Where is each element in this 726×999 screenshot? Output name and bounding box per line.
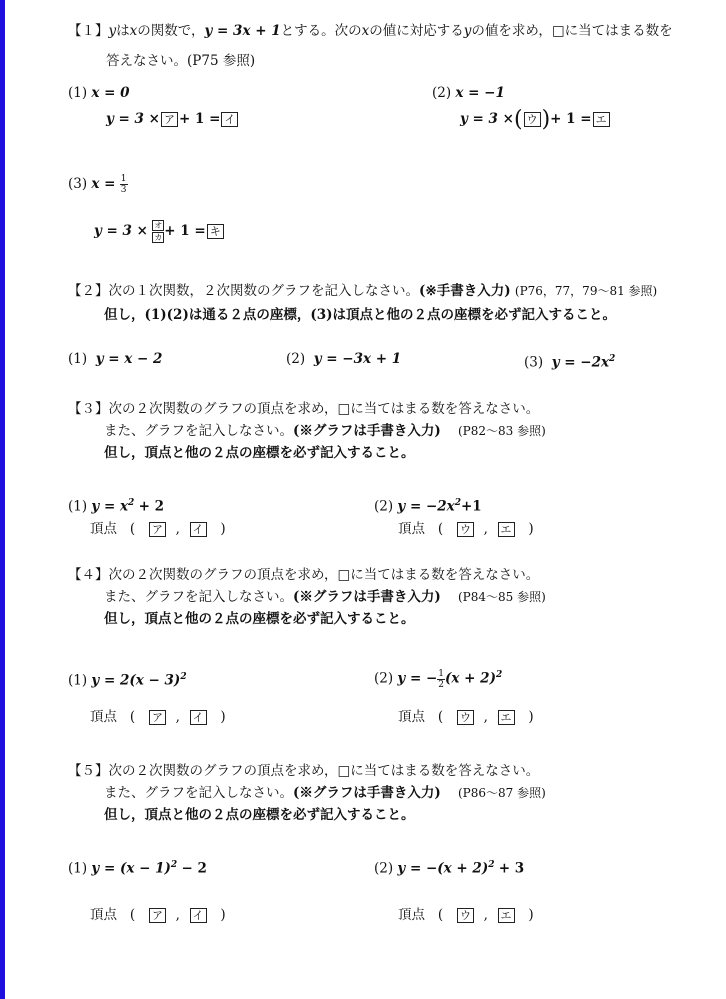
q3-sub2-eq: (2) $y = -2x^2+1$ [374, 498, 482, 515]
answer-box-u[interactable]: ウ [457, 710, 474, 725]
fraction-one-half: $\frac{1}{2}$ [438, 668, 445, 690]
q5-sub2-eq: (2) $y = -(x + 2)^2 + 3$ [374, 860, 525, 877]
answer-box-u[interactable]: ウ [457, 522, 474, 537]
q3-sub1-eq: (1) $y = x^2 + 2$ [68, 498, 164, 515]
q4-sub1-eq: (1) $y = 2(x - 3)^2$ [68, 672, 187, 689]
fraction-answer-boxes [152, 219, 164, 244]
answer-box-e[interactable]: エ [498, 908, 515, 923]
answer-box-a[interactable]: ア [149, 522, 166, 537]
q4-sub2-vertex: 頂点 ( ウ , エ ) [398, 709, 534, 725]
answer-box-e[interactable]: エ [498, 522, 515, 537]
q5-sub1-vertex: 頂点 ( ア , イ ) [90, 907, 226, 923]
q3-sub2-vertex: 頂点 ( ウ , エ ) [398, 521, 534, 537]
q1-sub1-expr: y = 3 × ア + 1 = イ [106, 110, 239, 128]
q1-sub2-cond: (2) x = −1 [432, 85, 505, 101]
answer-box-o[interactable]: オ [154, 221, 163, 230]
q4-line2: また、グラフを記入しなさい。(※グラフは手書き入力) (P84～85 参照) [104, 589, 546, 605]
q3-note: 但し，頂点と他の２点の座標を必ず記入すること。 [104, 445, 415, 461]
answer-box-i[interactable]: イ [190, 522, 207, 537]
q2-item1: (1) y = x − 2 [68, 351, 163, 367]
q3-line2: また、グラフを記入しなさい。(※グラフは手書き入力) (P82～83 参照) [104, 423, 546, 439]
answer-box-u[interactable]: ウ [524, 112, 541, 127]
q1-title: 【１】yはxの関数で，y = 3x + 1とする。次のxの値に対応するyの値を求め，□に当てはまる数を [68, 23, 673, 39]
q4-title: 【４】次の２次関数のグラフの頂点を求め，□に当てはまる数を答えなさい。 [68, 567, 540, 583]
q4-sub2-eq: (2) y = − $\frac{1}{2}$ $(x + 2)^2$ [374, 668, 503, 690]
fraction-one-third: $\frac{1}{3}$ [120, 174, 127, 195]
q3-title: 【３】次の２次関数のグラフの頂点を求め，□に当てはまる数を答えなさい。 [68, 401, 540, 417]
q5-line2: また、グラフを記入しなさい。(※グラフは手書き入力) (P86～87 参照) [104, 785, 546, 801]
q5-title: 【５】次の２次関数のグラフの頂点を求め，□に当てはまる数を答えなさい。 [68, 763, 540, 779]
answer-box-i[interactable]: イ [221, 112, 238, 127]
q2-title: 【２】次の１次関数，２次関数のグラフを記入しなさい。(※手書き入力) (P76，77，79～81 参照) [68, 283, 658, 299]
q5-sub1-eq: (1) $y = (x - 1)^2 - 2$ [68, 860, 207, 877]
q1-sub3-cond: (3) x = $\frac{1}{3}$ [68, 174, 127, 195]
answer-box-a[interactable]: ア [149, 710, 166, 725]
answer-box-ki[interactable]: キ [207, 224, 224, 239]
q3-sub1-vertex: 頂点 ( ア , イ ) [90, 521, 226, 537]
left-edge-bar [0, 0, 5, 999]
answer-box-a[interactable]: ア [149, 908, 166, 923]
q5-note: 但し，頂点と他の２点の座標を必ず記入すること。 [104, 807, 415, 823]
answer-box-i[interactable]: イ [190, 908, 207, 923]
q1-title-line2: 答えなさい。(P75 参照) [106, 53, 256, 69]
q2-note: 但し，(1)(2)は通る２点の座標，(3)は頂点と他の２点の座標を必ず記入すること。 [104, 307, 617, 323]
answer-box-e[interactable]: エ [593, 112, 610, 127]
q1-sub3-expr: y = 3 × $\frac{\text{オ}}{\text{カ}}$ + 1 = キ [94, 218, 225, 244]
answer-box-i[interactable]: イ [190, 710, 207, 725]
q1-sub1-cond: (1) x = 0 [68, 85, 130, 101]
q1-sub2-expr: y = 3 ×( ウ )+ 1 = エ [460, 110, 611, 129]
answer-box-ka[interactable]: カ [154, 233, 163, 242]
answer-box-u[interactable]: ウ [457, 908, 474, 923]
q2-item3: (3) $y = -2x^2$ [524, 354, 616, 371]
q2-item2: (2) y = −3x + 1 [286, 351, 402, 367]
answer-box-e[interactable]: エ [498, 710, 515, 725]
q4-sub1-vertex: 頂点 ( ア , イ ) [90, 709, 226, 725]
answer-box-a[interactable]: ア [161, 112, 178, 127]
q4-note: 但し，頂点と他の２点の座標を必ず記入すること。 [104, 611, 415, 627]
q5-sub2-vertex: 頂点 ( ウ , エ ) [398, 907, 534, 923]
